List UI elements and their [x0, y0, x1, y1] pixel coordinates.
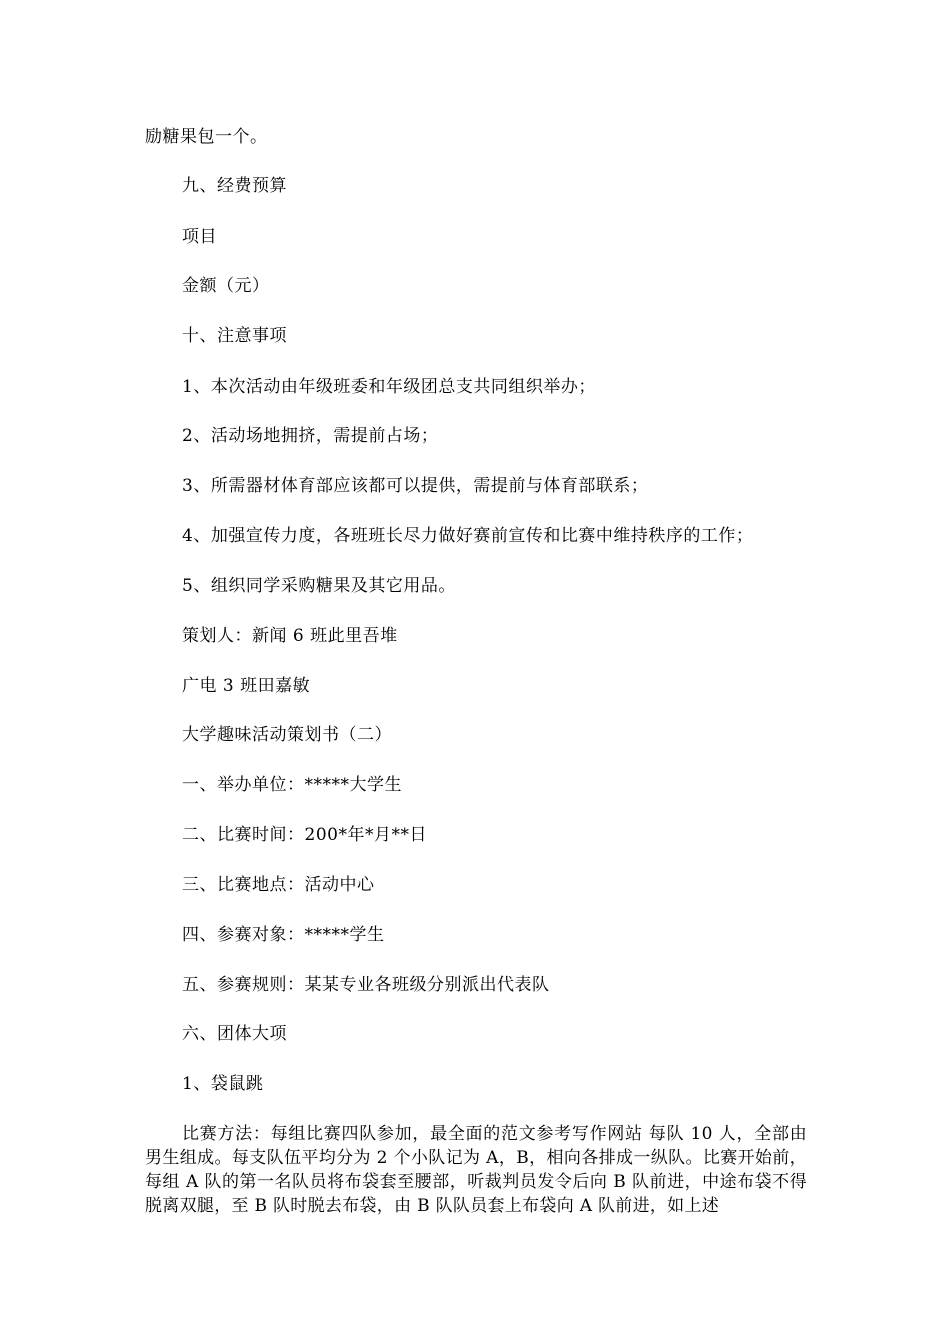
- heading-notes: 十、注意事项: [182, 326, 287, 346]
- section-title: 大学趣味活动策划书（二）: [182, 725, 392, 745]
- note-item-3: 3、所需器材体育部应该都可以提供，需提前与体育部联系；: [182, 476, 649, 496]
- text-line-item: 项目: [182, 227, 217, 247]
- text-line-amount: 金额（元）: [182, 276, 270, 296]
- event-description-paragraph: 比赛方法：每组比赛四队参加，最全面的范文参考写作网站 每队 10 人，全部由男生组成。每支队伍平均分为 2 个小队记为 A，B，相向各排成一纵队。比赛开始前，每组 A 队的第一名队员将布袋套至腰部，听裁判员发令后向 B 队前进，中途布袋不得脱离双腿，至 B 队时脱去布袋，由 B 队队员套上布袋向 A 队前进，如上述: [145, 1124, 807, 1216]
- planner-line-1: 策划人：新闻 6 班此里吾堆: [182, 626, 398, 646]
- note-item-2: 2、活动场地拥挤，需提前占场；: [182, 426, 439, 446]
- text-line-continuation: 励糖果包一个。: [145, 127, 268, 147]
- planner-line-2: 广电 3 班田嘉敏: [182, 676, 311, 696]
- info-organizer: 一、举办单位：*****大学生: [182, 775, 402, 795]
- note-item-5: 5、组织同学采购糖果及其它用品。: [182, 576, 456, 596]
- note-item-4: 4、加强宣传力度，各班班长尽力做好赛前宣传和比赛中维持秩序的工作；: [182, 526, 754, 546]
- note-item-1: 1、本次活动由年级班委和年级团总支共同组织举办；: [182, 377, 596, 397]
- info-location: 三、比赛地点：活动中心: [182, 875, 375, 895]
- heading-team-events: 六、团体大项: [182, 1024, 287, 1044]
- info-rules: 五、参赛规则：某某专业各班级分别派出代表队: [182, 975, 550, 995]
- heading-budget: 九、经费预算: [182, 176, 287, 196]
- info-participants: 四、参赛对象：*****学生: [182, 925, 385, 945]
- info-time: 二、比赛时间：200*年*月**日: [182, 825, 427, 845]
- event-title-kangaroo: 1、袋鼠跳: [182, 1074, 264, 1094]
